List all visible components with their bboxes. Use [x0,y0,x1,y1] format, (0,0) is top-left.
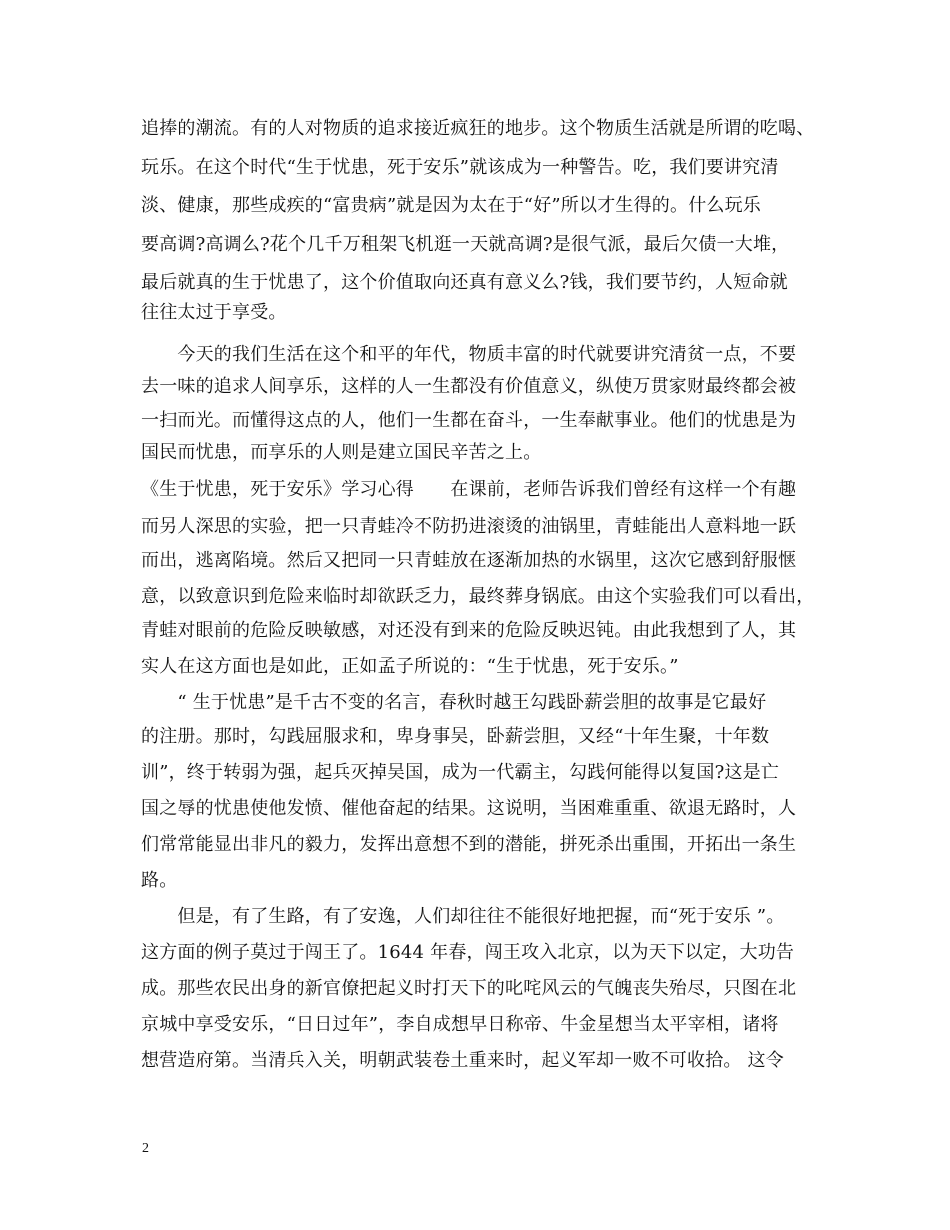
text-line: 路。 [141,870,178,891]
text-line: 往往太过于享受。 [141,302,287,323]
text-line: 国民而忧患，而享乐的人则是建立国民辛苦之上。 [141,442,542,463]
text-line: 淡、健康，那些成疾的“富贵病”就是因为太在于“好”所以才生得的。什么玩乐 [141,195,762,216]
text-line: 《生于忧患，死于安乐》学习心得 在课前，老师告诉我们曾经有这样一个有趣 [141,479,797,500]
text-line: 要高调?高调么?花个几千万租架飞机逛一天就高调?是很气派，最后欠债一大堆， [141,234,790,255]
text-line: 实人在这方面也是如此，正如孟子所说的：“生于忧患，死于安乐。” [141,656,679,677]
text-line: 们常常能显出非凡的毅力，发挥出意想不到的潜能，拼死杀出重围，开拓出一条生 [141,834,797,855]
text-line: 而另人深思的实验，把一只青蛙冷不防扔进滚烫的油锅里，青蛙能出人意料地一跃 [141,516,797,537]
text-line: 玩乐。在这个时代“生于忧患，死于安乐”就该成为一种警告。吃，我们要讲究清 [141,157,779,178]
text-line: 今天的我们生活在这个和平的年代，物质丰富的时代就要讲究清贫一点，不要 [141,344,797,365]
page-number: 2 [142,1141,149,1156]
text-line: “ 生于忧患”是千古不变的名言，春秋时越王勾践卧薪尝胆的故事是它最好 [141,692,767,713]
text-line: 追捧的潮流。有的人对物质的追求接近疯狂的地步。这个物质生活就是所谓的吃喝、 [141,118,815,139]
text-line: 青蛙对眼前的危险反映敏感，对还没有到来的危险反映迟钝。由此我想到了人，其 [141,620,797,641]
text-line: 一扫而光。而懂得这点的人，他们一生都在奋斗，一生奉献事业。他们的忧患是为 [141,410,797,431]
text-line: 想营造府第。当清兵入关，明朝武装卷土重来时，起义军却一败不可收拾。 这令 [141,1050,784,1071]
text-line: 最后就真的生于忧患了，这个价值取向还真有意义么?钱，我们要节约，人短命就 [141,272,788,293]
text-line: 而出，逃离陷境。然后又把同一只青蛙放在逐渐加热的水锅里，这次它感到舒服惬 [141,550,797,571]
text-line: 京城中享受安乐，“日日过年”，李自成想早日称帝、牛金星想当太平宰相，诸将 [141,1014,779,1035]
text-line: 国之辱的忧患使他发愤、催他奋起的结果。这说明，当困难重重、欲退无路时，人 [141,798,797,819]
text-line: 但是，有了生路，有了安逸，人们却往往不能很好地把握，而“死于安乐 ”。 [141,906,785,927]
text-line: 的注册。那时，勾践屈服求和，卑身事吴，卧薪尝胆，又经“十年生聚，十年数 [141,726,770,747]
text-line: 去一味的追求人间享乐，这样的人一生都没有价值意义，纵使万贯家财最终都会被 [141,376,797,397]
text-line: 意，以致意识到危险来临时却欲跃乏力，最终葬身锅底。由这个实验我们可以看出， [141,586,815,607]
text-line: 训”，终于转弱为强，起兵灭掉吴国，成为一代霸主，勾践何能得以复国?这是亡 [141,762,780,783]
text-line: 成。那些农民出身的新官僚把起义时打天下的叱咤风云的气魄丧失殆尽，只图在北 [141,978,797,999]
text-line: 这方面的例子莫过于闯王了。1644 年春，闯王攻入北京，以为天下以定，大功告 [141,942,795,963]
